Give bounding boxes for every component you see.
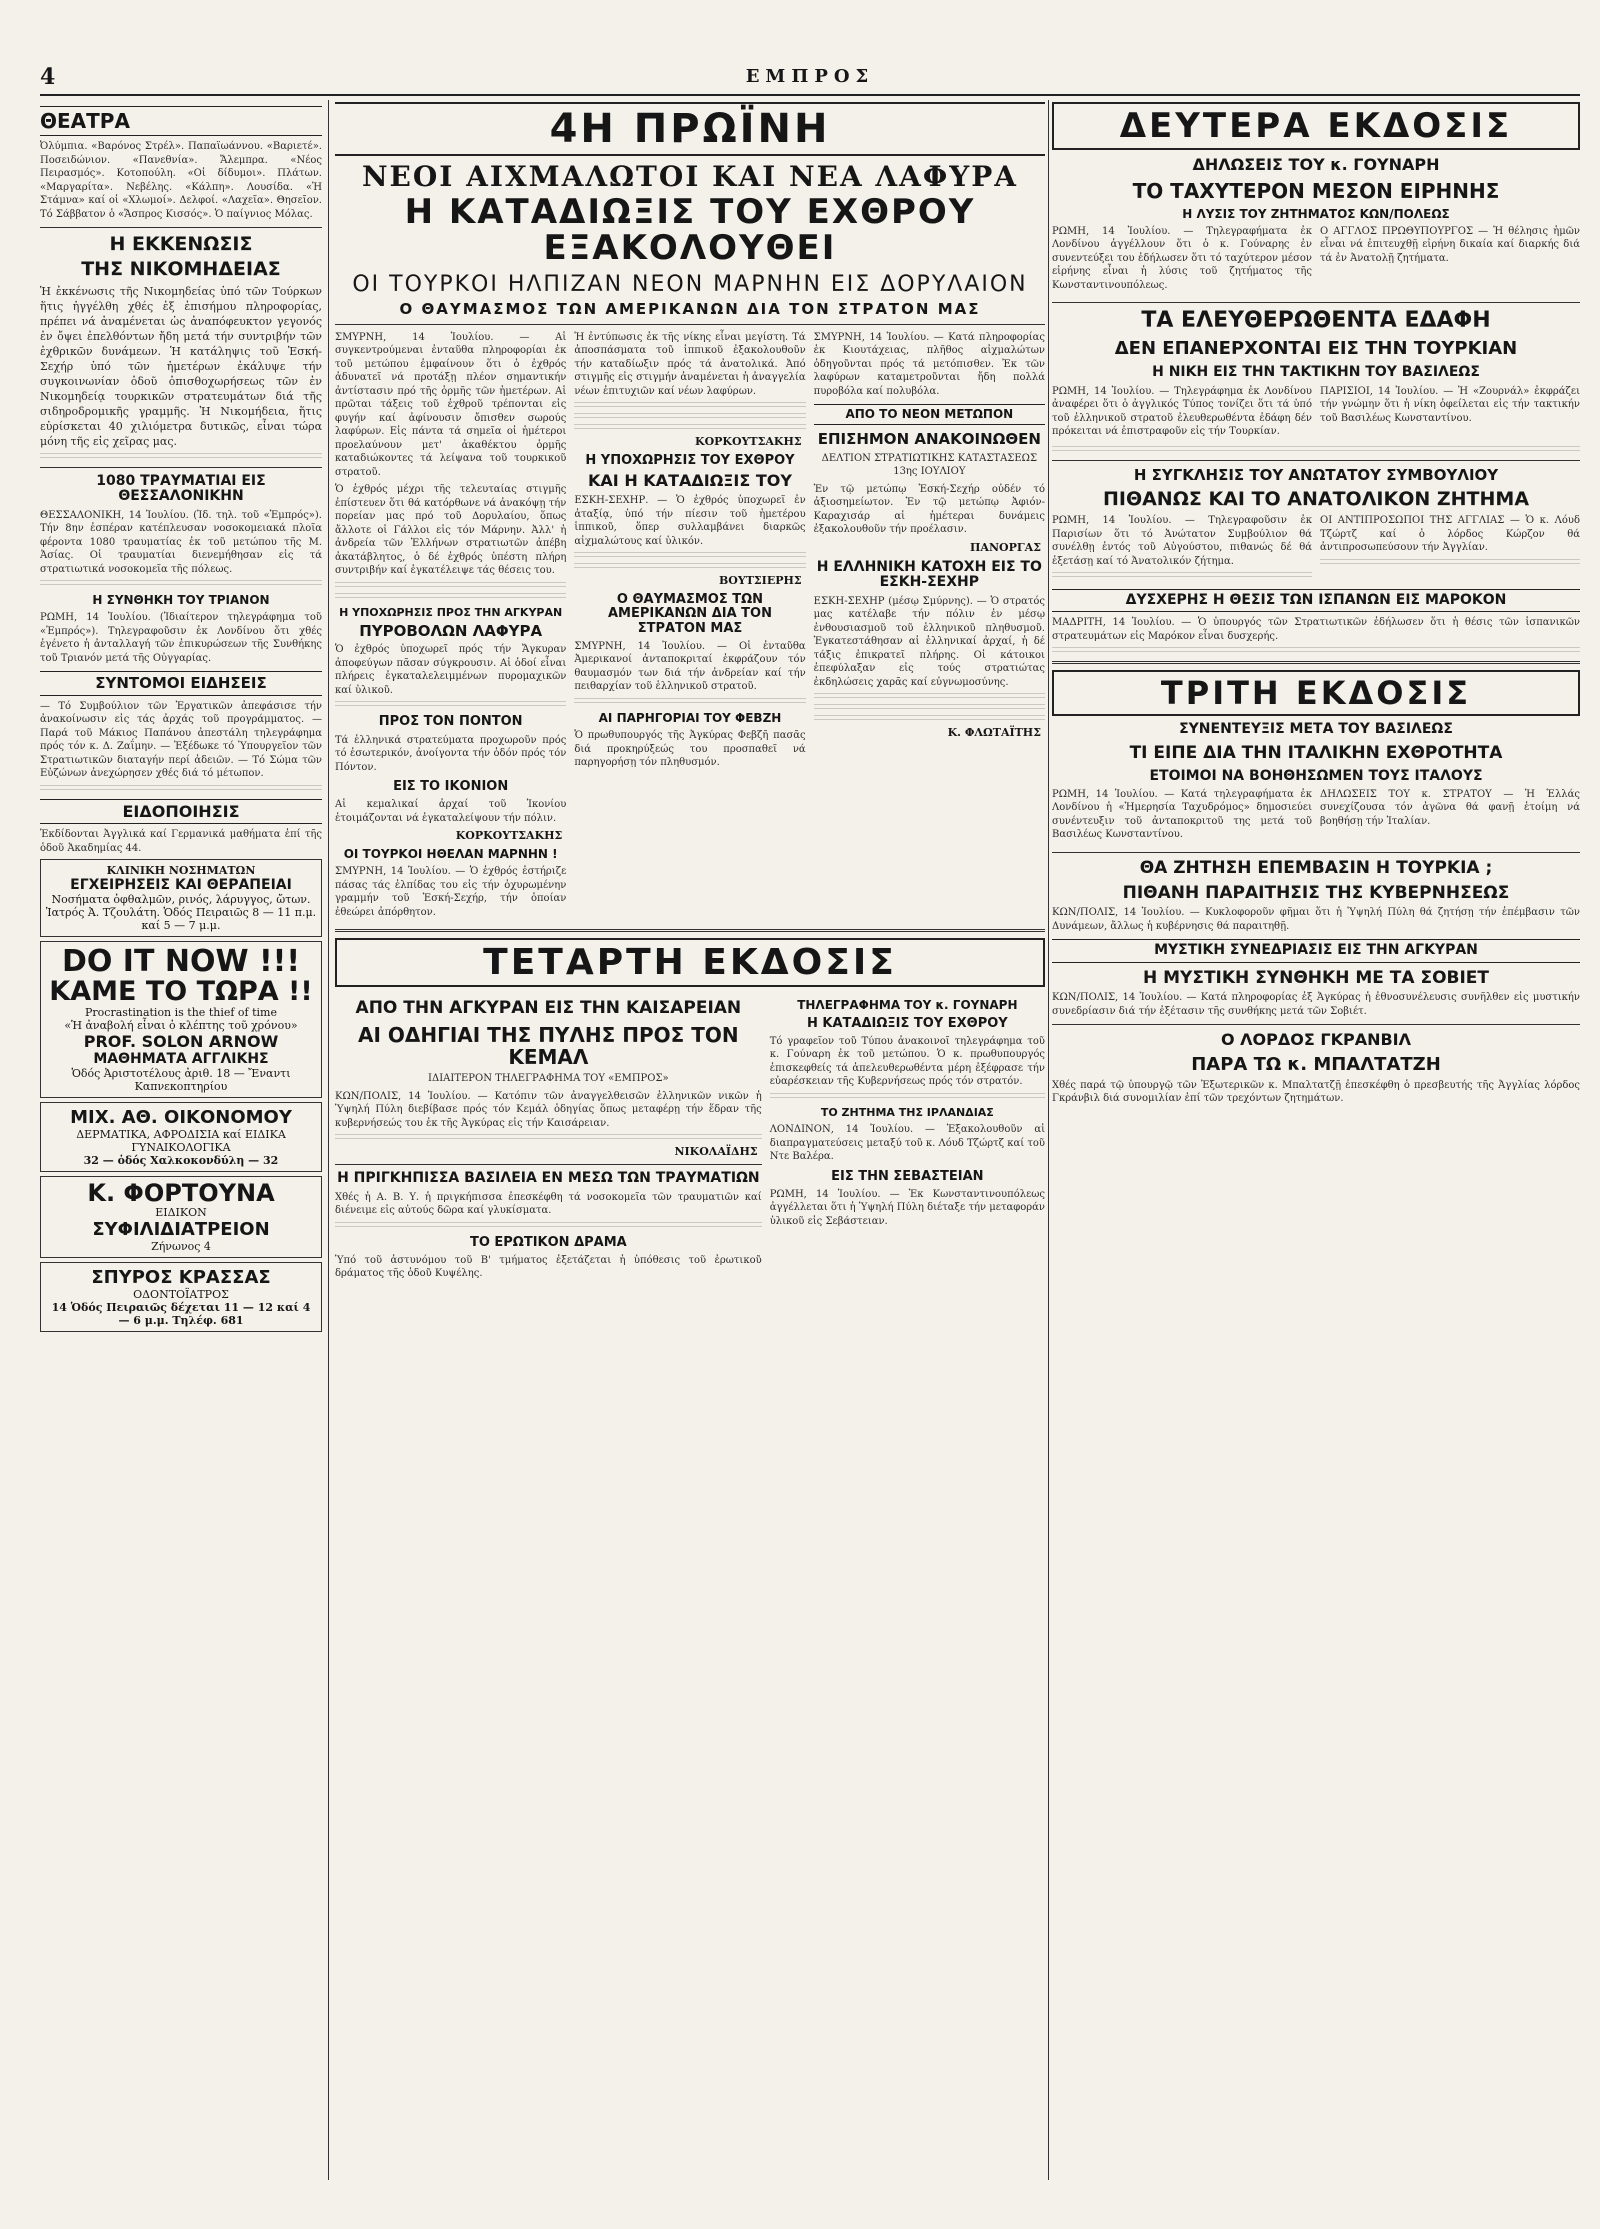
- donow-address: Ὁδός Ἀριστοτέλους ἀριθ. 18 — Ἔναντι Καπνεκοπτηρίου: [71, 1067, 291, 1094]
- spain-text: ΜΑΔΡΙΤΗ, 14 Ἰουλίου. — Ὁ ὑπουργός τῶν Στρατιωτικῶν ἐδήλωσεν ὅτι ἡ θέσις τῶν ἱσπανικῶν στρατευμάτων εἰς Μαρόκον εἶναι δυσχερής.: [1052, 617, 1580, 642]
- fourth-subheading: ΙΔΙΑΙΤΕΡΟΝ ΤΗΛΕΓΡΑΦΗΜΑ ΤΟΥ «ΕΜΠΡΟΣ»: [428, 1073, 669, 1085]
- occupation-heading: Η ΕΛΛΗΝΙΚΗ ΚΑΤΟΧΗ ΕΙΣ ΤΟ ΕΣΚΗ-ΣΕΧΗΡ: [816, 558, 1042, 591]
- fortouna-label: ΕΙΔΙΚΟΝ: [155, 1206, 207, 1220]
- turkey-text: ΚΩΝ/ΠΟΛΙΣ, 14 Ἰουλίου. — Κυκλοφοροῦν φῆμαι ὅτι ἡ Ὑψηλή Πύλη θά ζητήσῃ τήν ἐπέμβασιν τῶν Δυνάμεων, ἄλλως ἡ κυβέρνησις θά παραιτηθῇ.: [1052, 907, 1580, 932]
- donow-quote-greek: «Ἡ ἀναβολή εἶναι ὁ κλέπτης τοῦ χρόνου»: [64, 1019, 298, 1033]
- italy-text: ΡΩΜΗ, 14 Ἰουλίου. — Κατά τηλεγραφήματα ἐκ Λονδίνου ἡ «Ἡμερησία Ταχυδρόμος» δημοσιεύει συνέντευξιν τοῦ ἀνταποκριτοῦ της μετά τοῦ Βασιλέως Κωνσταντίνου.: [1052, 788, 1312, 841]
- theatres-heading: ΘΕΑΤΡΑ: [40, 106, 322, 136]
- gounaris-statements-heading: ΔΗΛΩΣΕΙΣ ΤΟΥ κ. ΓΟΥΝΑΡΗ: [1192, 155, 1440, 174]
- turkey-intervention-heading: ΘΑ ΖΗΤΗΣΗ ΕΠΕΜΒΑΣΙΝ Η ΤΟΥΡΚΙΑ ;: [1139, 857, 1493, 878]
- gounaris-telegram-heading: ΤΗΛΕΓΡΑΦΗΜΑ ΤΟΥ κ. ΓΟΥΝΑΡΗ: [797, 998, 1018, 1013]
- signature-voutsieris: ΒΟΥΤΣΙΕΡΗΣ: [718, 574, 802, 587]
- enemy-pursuit-heading: ΚΑΙ Η ΚΑΤΑΔΙΩΞΙΣ ΤΟΥ: [588, 471, 792, 491]
- lands-text: ΡΩΜΗ, 14 Ἰουλίου. — Τηλεγράφημα ἐκ Λονδίνου ἀναφέρει ὅτι ὁ ἀγγλικός Τύπος τονίζει ὅτι τά ὑπό τοῦ ἑλληνικοῦ στρατοῦ ἐλευθερωθέντα ἐδάφη δέν πρόκειται νά ἐπιστραφοῦν εἰς τήν Τουρκίαν.: [1052, 385, 1312, 438]
- sebasteia-text: ΡΩΜΗ, 14 Ἰουλίου. — Ἐκ Κωνσταντινουπόλεως ἀγγέλλεται ὅτι ἡ Ὑψηλή Πύλη διέταξε τήν μεταφοράν ὑλικοῦ εἰς Σεβάστειαν.: [769, 1188, 1045, 1227]
- column-rule: [328, 100, 329, 2180]
- doctor-name: ΜΙΧ. ΑΘ. ΟΙΚΟΝΟΜΟΥ: [70, 1107, 292, 1129]
- center-column: [335, 100, 1045, 2180]
- third-edition-banner: ΤΡΙΤΗ ΕΚΔΟΣΙΣ: [1052, 670, 1580, 716]
- center-lower-grid: [335, 993, 1045, 1284]
- baltatzis-heading: ΠΑΡΑ ΤΩ κ. ΜΠΑΛΤΑΤΖΗ: [1191, 1053, 1441, 1075]
- signature-nikolaidis: ΝΙΚΟΛΑΪΔΗΣ: [674, 1145, 758, 1159]
- pontus-text: Τά ἑλληνικά στρατεύματα προχωροῦν πρός τό ἐσωτερικόν, ἀνοίγοντα τήν ὁδόν πρός τόν Πόντον.: [335, 734, 567, 773]
- official-subheading: ΔΕΛΤΙΟΝ ΣΤΡΑΤΙΩΤΙΚΗΣ ΚΑΤΑΣΤΑΣΕΩΣ 13ης ΙΟΥΛΙΟΥ: [821, 452, 1038, 478]
- italy-text-2: ΔΗΛΩΣΕΙΣ ΤΟΥ κ. ΣΤΡΑΤΟΥ — Ἡ Ἑλλάς συνεχίζουσα τόν ἀγῶνα θά φανῇ ἑτοίμη νά βοηθήσῃ τήν Ἰταλίαν.: [1320, 788, 1580, 827]
- americans-heading: Ο ΘΑΥΜΑΣΜΟΣ ΤΩΝ ΑΜΕΡΙΚΑΝΩΝ ΔΙΑ ΤΟΝ ΣΤΡΑΤΟΝ ΜΑΣ: [607, 592, 772, 636]
- wounded-text: ΘΕΣΣΑΛΟΝΙΚΗ, 14 Ἰουλίου. (Ἰδ. τηλ. τοῦ «Ἐμπρός»). Τήν 8ην ἐσπέραν κατέπλευσαν νοσοκομειακά πλοῖα φέροντα 1080 τραυματίας ἐκ τοῦ μετώπου τῆς Μ. Ἀσίας. Οἱ τραυματίαι διενεμήθησαν εἰς τά στρατιωτικά νοσοκομεῖα τῆς πόλεως.: [40, 509, 322, 575]
- official-text: Ἐν τῷ μετώπῳ Ἐσκή-Σεχήρ οὐδέν τό ἀξιοσημείωτον. Ἐν τῷ μετώπῳ Ἀφιόν-Καραχισάρ αἱ ἡμέτεραι δυνάμεις ἐξακολουθοῦν τήν προέλασιν.: [813, 483, 1045, 536]
- center-lower-right: [770, 993, 1045, 1284]
- left-column: [40, 100, 322, 2180]
- clinic-text: Νοσήματα ὀφθαλμῶν, ρινός, λάρυγγος, ὤτων. Ἰατρός Ἀ. Τζουλάτη. Ὁδός Πειραιῶς 8 — 11 π.μ. καί 5 — 7 μ.μ.: [45, 893, 317, 933]
- porte-instructions-heading: ΑΙ ΟΔΗΓΙΑΙ ΤΗΣ ΠΥΛΗΣ ΠΡΟΣ ΤΟΝ ΚΕΜΑΛ: [358, 1023, 739, 1070]
- signature-flotaitis: Κ. ΦΛΩΤΑΪΤΗΣ: [947, 726, 1041, 740]
- evacuation-subheading: ΤΗΣ ΝΙΚΟΜΗΔΕΙΑΣ: [81, 257, 281, 280]
- masthead: [40, 62, 1580, 96]
- donow-teacher: PROF. SOLON ARNOW: [83, 1032, 279, 1052]
- signature-korkoutsakis-2: ΚΟΡΚΟΥΤΣΑΚΗΣ: [455, 829, 563, 843]
- headline-prisoners: ΝΕΟΙ ΑΙΧΜΑΛΩΤΟΙ ΚΑΙ ΝΕΑ ΛΑΦΥΡΑ: [361, 160, 1019, 193]
- donow-greek-headline: ΚΑΜΕ ΤΟ ΤΩΡΑ !!: [49, 975, 313, 1007]
- evacuation-heading: Η ΕΚΚΕΝΩΣΙΣ: [109, 233, 253, 255]
- headline-americans: Ο ΘΑΥΜΑΣΜΟΣ ΤΩΝ ΑΜΕΡΙΚΑΝΩΝ ΔΙΑ ΤΟΝ ΣΤΡΑΤΟΝ ΜΑΣ: [399, 299, 981, 318]
- occupation-text: ΕΣΚΗ-ΣΕΧΗΡ (μέσῳ Σμύρνης). — Ὁ στρατός μας κατέλαβε τήν πόλιν ἐν μέσῳ ἐνθουσιασμοῦ τοῦ ἑλληνικοῦ πληθυσμοῦ. Ἐγκατεστάθησαν αἱ ἑλληνικαί ἀρχαί, ἡ δέ τάξις ἐπικρατεῖ πλήρης. Οἱ κάτοικοι ἐπεφύλαξαν εἰς τούς στρατιώτας ἐκδηλώσεις χαρᾶς καί εὐγνωμοσύνης.: [813, 595, 1045, 688]
- cannons-text: Ὁ ἐχθρός ὑποχωρεῖ πρός τήν Ἄγκυραν ἀποφεύγων πᾶσαν σύγκρουσιν. Αἱ ὁδοί εἶναι πλήρεις ἐγκαταλελειμμένων πυρομαχικῶν καί ὑλικοῦ.: [335, 644, 567, 696]
- english-lessons-ad: [40, 941, 322, 1098]
- king-tactics-heading: Η ΝΙΚΗ ΕΙΣ ΤΗΝ ΤΑΚΤΙΚΗΝ ΤΟΥ ΒΑΣΙΛΕΩΣ: [1152, 364, 1480, 381]
- notices-heading: ΕΙΔΟΠΟΙΗΣΙΣ: [40, 799, 322, 825]
- fevzi-heading: ΑΙ ΠΑΡΗΓΟΡΙΑΙ ΤΟΥ ΦΕΒΖΗ: [598, 710, 782, 725]
- help-italians-heading: ΕΤΟΙΜΟΙ ΝΑ ΒΟΗΘΗΣΩΜΕΝ ΤΟΥΣ ΙΤΑΛΟΥΣ: [1149, 767, 1483, 784]
- center-upper-grid: [335, 331, 1045, 924]
- edition-banner: 4Η ΠΡΩΪΝΗ: [335, 102, 1045, 156]
- princess-heading: Η ΠΡΙΓΚΗΠΙΣΣΑ ΒΑΣΙΛΕΙΑ ΕΝ ΜΕΣΩ ΤΩΝ ΤΡΑΥΜΑΤΙΩΝ: [337, 1170, 760, 1187]
- main-text-c: Ἡ ἐντύπωσις ἐκ τῆς νίκης εἶναι μεγίστη. Τά ἀποσπάσματα τοῦ ἱππικοῦ ἐξακολουθοῦν τήν καταδίωξιν πρός τά ἀνατολικά. Ἀπό στιγμῆς εἰς στιγμήν ἀναμένεται ἡ ἀναγγελία νέων ἐπιτυχιῶν καί νέων λαφύρων.: [574, 331, 806, 397]
- ireland-heading: ΤΟ ΖΗΤΗΜΑ ΤΗΣ ΙΡΛΑΝΔΙΑΣ: [820, 1105, 994, 1119]
- official-heading: ΕΠΙΣΗΜΟΝ ΑΝΑΚΟΙΝΩΘΕΝ: [817, 430, 1041, 449]
- center-lower-left: [335, 993, 762, 1284]
- ikonion-heading: ΕΙΣ ΤΟ ΙΚΟΝΙΟΝ: [393, 779, 509, 794]
- drama-text: Ὑπό τοῦ ἀστυνόμου τοῦ Β' τμήματος ἐξετάζεται ἡ ὑπόθεσις τοῦ ἐρωτικοῦ δράματος τῆς ὁδοῦ Κυψέλης.: [335, 1254, 762, 1280]
- treaty-heading: Η ΣΥΝΘΗΚΗ ΤΟΥ ΤΡΙΑΝΟΝ: [92, 593, 270, 608]
- doctor-ad: [40, 1102, 322, 1172]
- drama-heading: ΤΟ ΕΡΩΤΙΚΟΝ ΔΡΑΜΑ: [469, 1234, 627, 1250]
- fortouna-address: Ζήνωνος 4: [151, 1240, 211, 1254]
- center-col-a: [335, 331, 566, 924]
- council-text: ΡΩΜΗ, 14 Ἰουλίου. — Τηλεγραφοῦσιν ἐκ Παρισίων ὅτι τό Ἀνώτατον Συμβούλιον θά συνέλθῃ ἐντός τοῦ Αὐγούστου, πιθανώς δέ θά ἐξετάσῃ καί τό Ἀνατολικόν ζήτημα.: [1052, 515, 1312, 567]
- granville-text: Χθές παρά τῷ ὑπουργῷ τῶν Ἐξωτερικῶν κ. Μπαλτατζῇ ἐπεσκέφθη ὁ πρεσβευτής τῆς Ἀγγλίας λόρδος Γκράνβιλ διά συνομιλίαν ἐπί τῶν τρεχόντων ζητημάτων.: [1052, 1079, 1580, 1105]
- right-column: [1052, 100, 1580, 2180]
- gounaris-pursuit-heading: Η ΚΑΤΑΔΙΩΞΙΣ ΤΟΥ ΕΧΘΡΟΥ: [807, 1015, 1008, 1031]
- secret-session-heading: ΜΥΣΤΙΚΗ ΣΥΝΕΔΡΙΑΣΙΣ ΕΙΣ ΤΗΝ ΑΓΚΥΡΑΝ: [1052, 939, 1580, 962]
- main-text-b: Ὁ ἐχθρός μέχρι τῆς τελευταίας στιγμῆς ἐπίστευεν ὅτι θά κατόρθωνε νά ἀνακόψῃ τήν πορείαν μας πρό τοῦ Δορυλαίου, ὅπως ἄλλοτε οἱ Γάλλοι εἰς τόν Μάρνην. Ἀλλ' ἡ ἀνδρεία τῶν Ἑλλήνων στρατιωτῶν ἀπέβη ἀκατάβλητος, ὁ δέ ἐχθρός ὑπέστη πλήρη συντριβήν καί ἐγκατέλειψε τάς θέσεις του.: [335, 484, 567, 577]
- wounded-heading: 1080 ΤΡΑΥΜΑΤΙΑΙ ΕΙΣ ΘΕΣΣΑΛΟΝΙΚΗΝ: [96, 472, 266, 505]
- liberated-lands-heading: ΤΑ ΕΛΕΥΘΕΡΩΘΕΝΤΑ ΕΔΑΦΗ: [1141, 308, 1491, 334]
- sebasteia-heading: ΕΙΣ ΤΗΝ ΣΕΒΑΣΤΕΙΑΝ: [831, 1168, 984, 1184]
- retreat-ankara-heading: Η ΥΠΟΧΩΡΗΣΙΣ ΠΡΟΣ ΤΗΝ ΑΓΚΥΡΑΝ: [339, 605, 563, 619]
- center-col-c: [814, 331, 1045, 924]
- headline-pursuit: Η ΚΑΤΑΔΙΩΞΙΣ ΤΟΥ ΕΧΘΡΟΥ ΕΞΑΚΟΛΟΥΘΕΙ: [404, 192, 976, 269]
- not-returned-heading: ΔΕΝ ΕΠΑΝΕΡΧΟΝΤΑΙ ΕΙΣ ΤΗΝ ΤΟΥΡΚΙΑΝ: [1114, 338, 1518, 360]
- main-text-d: ΣΜΥΡΝΗ, 14 Ἰουλίου. — Κατά πληροφορίας ἐκ Κιουτάχειας, πλῆθος αἰχμαλώτων ὁδηγοῦνται πρός τά μετόπισθεν. Ἐκ τῶν λαφύρων καταμετροῦνται ἤδη πολλά πυροβόλα καί πολυβόλα.: [813, 331, 1045, 397]
- fourth-text: ΚΩΝ/ΠΟΛΙΣ, 14 Ἰουλίου. — Κατόπιν τῶν ἀναγγελθεισῶν ἑλληνικῶν νικῶν ἡ Ὑψηλή Πύλη διεβίβασε πρός τόν Κεμάλ ὁδηγίας ὅπως μεταφέρῃ τήν ἕδραν τῆς κυβερνήσεώς του ἐκ τῆς Ἀγκύρας εἰς τήν Καισάρειαν.: [335, 1090, 762, 1129]
- doctor-specialty: ΔΕΡΜΑΤΙΚΑ, ΑΦΡΟΔΙΣΙΑ καί ΕΙΔΙΚΑ ΓΥΝΑΙΚΟΛΟΓΙΚΑ: [76, 1128, 286, 1155]
- spain-heading: ΔΥΣΧΕΡΗΣ Η ΘΕΣΙΣ ΤΩΝ ΙΣΠΑΝΩΝ ΕΙΣ ΜΑΡΟΚΟΝ: [1052, 589, 1580, 612]
- council-text-2: ΟΙ ΑΝΤΙΠΡΟΣΩΠΟΙ ΤΗΣ ΑΓΓΛΙΑΣ — Ὁ κ. Λόυδ Τζώρτζ καί ὁ λόρδος Κώρζον θά ἀντιπροσωπεύσουν τήν Ἀγγλίαν.: [1320, 515, 1580, 554]
- treaty-text: ΡΩΜΗ, 14 Ἰουλίου. (Ἰδιαίτερον τηλεγράφημα τοῦ «Ἐμπρός»). Τηλεγραφοῦσιν ἐκ Λονδίνου ὅτι χθές ἐγένετο ἡ ἀνταλλαγή τῶν ἐπικυρώσεων τῆς Συνθήκης τοῦ Τριανόν μετά τῆς Οὐγγαρίας.: [40, 612, 322, 664]
- brief-heading: ΣΥΝΤΟΜΟΙ ΕΙΔΗΣΕΙΣ: [40, 671, 322, 696]
- dentist-address: 14 Ὁδός Πειραιῶς δέχεται 11 — 12 καί 4 — 6 μ.μ. Τηλέφ. 681: [51, 1301, 311, 1328]
- clinic-fortouna-ad: [40, 1176, 322, 1258]
- peace-text-2: Ο ΑΓΓΛΟΣ ΠΡΩΘΥΠΟΥΡΓΟΣ — Ἡ θέλησις ἡμῶν εἶναι νά ἐπιτευχθῇ εἰρήνη δικαία καί διαρκής διά τά ἐν Ἀνατολῇ ζητήματα.: [1320, 225, 1580, 264]
- soviet-treaty-heading: Η ΜΥΣΤΙΚΗ ΣΥΝΘΗΚΗ ΜΕ ΤΑ ΣΟΒΙΕΤ: [1142, 967, 1490, 988]
- signature-korkoutsakis: ΚΟΡΚΟΥΤΣΑΚΗΣ: [695, 435, 802, 449]
- peace-subheading: Η ΛΥΣΙΣ ΤΟΥ ΖΗΤΗΜΑΤΟΣ ΚΩΝ/ΠΟΛΕΩΣ: [1182, 206, 1450, 221]
- americans-text: ΣΜΥΡΝΗ, 14 Ἰουλίου. — Οἱ ἐνταῦθα Ἀμερικανοί ἀνταποκριταί ἐκφράζουν τόν θαυμασμόν των διά τήν ἀνδρείαν καί τήν πειθαρχίαν τοῦ ἑλληνικοῦ στρατοῦ.: [574, 640, 806, 693]
- gounaris-telegram-text: Τό γραφεῖον τοῦ Τύπου ἀνακοινοῖ τηλεγράφημα τοῦ κ. Γούναρη ἐκ τοῦ μετώπου. Ὁ κ. πρωθυπουργός ἐπισκεφθείς τά ἀπελευθερωθέντα μέρη ἐξέφρασε τήν εὐαρέσκειαν τῆς Κυβερνήσεως πρός τόν στρατόν.: [769, 1035, 1045, 1088]
- donow-quote: Procrastination is the thief of time: [85, 1006, 277, 1020]
- lands-text-2: ΠΑΡΙΣΙΟΙ, 14 Ἰουλίου. — Ἡ «Ζουρνάλ» ἐκφράζει τήν γνώμην ὅτι ἡ νίκη ὀφείλεται εἰς τήν τακτικήν τοῦ Βασιλέως Κωνσταντίνου.: [1320, 385, 1580, 424]
- page-number: 4: [40, 64, 56, 90]
- clinic-subtitle: ΕΓΧΕΙΡΗΣΕΙΣ ΚΑΙ ΘΕΡΑΠΕΙΑΙ: [70, 877, 292, 894]
- fourth-edition-banner: ΤΕΤΑΡΤΗ ΕΚΔΟΣΙΣ: [335, 938, 1045, 987]
- eastern-question-heading: ΠΙΘΑΝΩΣ ΚΑΙ ΤΟ ΑΝΑΤΟΛΙΚΟΝ ΖΗΤΗΜΑ: [1102, 488, 1530, 511]
- king-interview-heading: ΣΥΝΕΝΤΕΥΞΙΣ ΜΕΤΑ ΤΟΥ ΒΑΣΙΛΕΩΣ: [1179, 721, 1453, 738]
- secret-text: ΚΩΝ/ΠΟΛΙΣ, 14 Ἰουλίου. — Κατά πληροφορίας ἐξ Ἀγκύρας ἡ ἐθνοσυνέλευσις συνῆλθεν εἰς μυστικήν συνεδρίασιν διά τήν ἐξέτασιν τῆς συνθήκης μετά τῶν Σοβιέτ.: [1052, 992, 1580, 1017]
- marni-text: ΣΜΥΡΝΗ, 14 Ἰουλίου. — Ὁ ἐχθρός ἐστήριζε πάσας τάς ἐλπίδας του εἰς τήν ὀχυρωμένην γραμμήν τοῦ Ἐσκή-Σεχήρ, τήν ὁποίαν ἐθεώρει ἀπόρθητον.: [335, 866, 567, 918]
- signature-panorgas: ΠΑΝΟΡΓΑΣ: [970, 540, 1041, 554]
- council-heading: Η ΣΥΓΚΛΗΣΙΣ ΤΟΥ ΑΝΩΤΑΤΟΥ ΣΥΜΒΟΥΛΙΟΥ: [1133, 465, 1499, 484]
- donow-lessons: ΜΑΘΗΜΑΤΑ ΑΓΓΛΙΚΗΣ: [93, 1051, 269, 1068]
- paper-name: ΕΜΠΡΟΣ: [745, 66, 875, 87]
- ankara-caesarea-heading: ΑΠΟ ΤΗΝ ΑΓΚΥΡΑΝ ΕΙΣ ΤΗΝ ΚΑΙΣΑΡΕΙΑΝ: [355, 998, 742, 1019]
- center-col-b: [574, 331, 805, 924]
- column-rule: [1048, 100, 1049, 2180]
- fortouna-clinic: ΣΥΦΙΛΙΔΙΑΤΡΕΙΟΝ: [92, 1219, 270, 1241]
- ikonion-text: Αἱ κεμαλικαί ἀρχαί τοῦ Ἰκονίου ἑτοιμάζονται νά ἐγκαταλείψουν τήν πόλιν.: [335, 799, 567, 824]
- evacuation-text: Ἡ ἐκκένωσις τῆς Νικομηδείας ὑπό τῶν Τούρκων ἥτις ἠγγέλθη χθές ἐξ ἐπισήμου πληροφορίας, πρέπει νά ἀναμένεται ὡς ἀναπόφευκτον γεγονός ἐν ὄψει ἐπελθόντων ἤδη μετά τήν συντριβήν τῶν ἐχθρικῶν δυνάμεων. Ἡ κατάληψις τοῦ Ἐσκή-Σεχήρ ὑπό τῶν ἡμετέρων ἐκάλυψε τήν συγκοινωνίαν ὁδοῦ ὀπισθοχωρήσεως τῶν ἐν Νικομηδείᾳ τουρκικῶν στρατευμάτων διά τῆς σιδηροδρομικῆς γραμμῆς. Ἡ Νικομήδεια, ἥτις εὑρίσκεται 40 χιλιόμετρα δυτικῶς, εἶναι τώρα μόνη τῆς εἰς χεῖρας μας.: [40, 284, 322, 448]
- clinic-title: ΚΛΙΝΙΚΗ ΝΟΣΗΜΑΤΩΝ: [106, 864, 256, 878]
- theatres-text: Ὀλύμπια. «Βαρόνος Στρέλ». Παπαϊωάννου. «Βαριετέ». Ποσειδώνιον. «Πανεθνία». Ἄλεμπρα. «Νέος Πειρασμός». Κοτοπούλη. «Οἱ δίδυμοι». Πλάτων. «Μαργαρίτα». Νεβέλης. «Κάλπη». Λουσίδα. «Ἡ Στάμνα» καί οἱ «Χλωμοί». Δελφοί. «Λαχεῖα». Θησεῖον. Τό Σάββατον ὁ «Ἄσπρος Κισσός». Ὁ παίγνιος Μόλας.: [40, 141, 322, 220]
- retreat-text: ΕΣΚΗ-ΣΕΧΗΡ. — Ὁ ἐχθρός ὑποχωρεῖ ἐν ἀταξίᾳ, ὑπό τήν πίεσιν τοῦ ἡμετέρου ἱππικοῦ, ὅπερ συλλαμβάνει διαρκῶς αἰχμαλώτους καί ὑλικόν.: [574, 495, 806, 547]
- dentist-title: ΟΔΟΝΤΟΪΑΤΡΟΣ: [133, 1288, 229, 1302]
- dentist-ad: [40, 1262, 322, 1332]
- main-text-a: ΣΜΥΡΝΗ, 14 Ἰουλίου. — Αἱ συγκεντρούμεναι ἐνταῦθα πληροφορίαι ἐκ τοῦ μετώπου ἐμφαίνουν ὅτι ὁ ἐχθρός ἀδυνατεῖ νά προτάξῃ πλέον σημαντικήν ἀντίστασιν πρό τῆς ὁρμῆς τῶν ἡμετέρων. Αἱ πρῶται τάξεις τοῦ ἐχθροῦ τρέπονται εἰς φυγήν καί ἀφίνουσιν ὄπισθεν σωρούς λαφύρων. Εἰς πάντα τά σημεῖα οἱ ἡμέτεροι προελαύνουν μετ' ἀκαθέκτου ὁρμῆς καταδιώκοντες τά λείψανα τοῦ τουρκικοῦ στρατοῦ.: [335, 331, 567, 478]
- doctor-address: 32 — ὁδός Χαλκοκονδύλη — 32: [83, 1154, 279, 1168]
- front-heading: ΑΠΟ ΤΟ ΝΕΟΝ ΜΕΤΩΠΟΝ: [814, 404, 1045, 425]
- headline-marne: ΟΙ ΤΟΥΡΚΟΙ ΗΛΠΙΖΑΝ ΝΕΟΝ ΜΑΡΝΗΝ ΕΙΣ ΔΟΡΥΛΑΙΟΝ: [352, 271, 1028, 297]
- granville-heading: Ο ΛΟΡΔΟΣ ΓΚΡΑΝΒΙΛ: [1221, 1030, 1411, 1050]
- fortouna-name: Κ. ΦΟΡΤΟΥΝΑ: [87, 1179, 275, 1208]
- clinic-ad: [40, 859, 322, 937]
- cannons-heading: ΠΥΡΟΒΟΛΩΝ ΛΑΦΥΡΑ: [359, 621, 543, 640]
- second-edition-banner: ΔΕΥΤΕΡΑ ΕΚΔΟΣΙΣ: [1052, 102, 1580, 150]
- donow-headline: DO IT NOW !!!: [61, 944, 301, 980]
- italian-hostility-heading: ΤΙ ΕΙΠΕ ΔΙΑ ΤΗΝ ΙΤΑΛΙΚΗΝ ΕΧΘΡΟΤΗΤΑ: [1129, 742, 1503, 763]
- enemy-retreat-heading: Η ΥΠΟΧΩΡΗΣΙΣ ΤΟΥ ΕΧΘΡΟΥ: [585, 453, 795, 469]
- peace-text: ΡΩΜΗ, 14 Ἰουλίου. — Τηλεγραφήματα ἐκ Λονδίνου ἀγγέλλουν ὅτι ὁ κ. Γούναρης ἐν συνεντεύξει του ἐδήλωσεν ὅτι τό ταχύτερον μέσον εἰρήνης εἶναι ἡ λύσις τοῦ ζητήματος τῆς Κωνσταντινουπόλεως.: [1052, 225, 1312, 291]
- peace-heading: ΤΟ ΤΑΧΥΤΕΡΟΝ ΜΕΣΟΝ ΕΙΡΗΝΗΣ: [1132, 178, 1500, 203]
- marni-heading: ΟΙ ΤΟΥΡΚΟΙ ΗΘΕΛΑΝ ΜΑΡΝΗΝ !: [343, 847, 558, 862]
- ireland-text: ΛΟΝΔΙΝΟΝ, 14 Ἰουλίου. — Ἐξακολουθοῦν αἱ διαπραγματεύσεις μεταξύ τοῦ κ. Λόυδ Τζώρτζ καί τοῦ Ντε Βαλέρα.: [769, 1124, 1045, 1163]
- pontus-heading: ΠΡΟΣ ΤΟΝ ΠΟΝΤΟΝ: [378, 714, 523, 730]
- government-resignation-heading: ΠΙΘΑΝΗ ΠΑΡΑΙΤΗΣΙΣ ΤΗΣ ΚΥΒΕΡΝΗΣΕΩΣ: [1122, 882, 1510, 903]
- princess-text: Χθές ἡ Α. Β. Υ. ἡ πριγκήπισσα ἐπεσκέφθη τά νοσοκομεῖα τῶν τραυματιῶν καί διένειμε εἰς αὐτούς δῶρα καί γλυκίσματα.: [335, 1191, 762, 1217]
- brief-text: — Τό Συμβούλιον τῶν Ἐργατικῶν ἀπεφάσισε τήν ἀνακοίνωσιν εἰς τάς ἀρχάς τοῦ προγράμματος. — Παρά τοῦ Μάκιος Παπάνου ἀπεστάλη τηλεγράφημα πρός τόν κ. Δ. Ζαΐμην. — Ἐξέδωκε τό Ὑπουργεῖον τῶν Στρατιωτικῶν διαταγήν περί ἀδειῶν. — Τό Σώμα τῶν Εὐζώνων ἀνεχώρησεν χθές διά τό μέτωπον.: [40, 700, 322, 780]
- notices-text: Ἐκδίδονται Ἀγγλικά καί Γερμανικά μαθήματα ἐπί τῆς ὁδοῦ Ἀκαδημίας 44.: [40, 829, 322, 854]
- fevzi-text: Ὁ πρωθυπουργός τῆς Ἀγκύρας Φεβζῆ πασᾶς διά προκηρύξεώς του προσπαθεῖ νά παρηγορήσῃ τόν πληθυσμόν.: [574, 730, 806, 769]
- dentist-name: ΣΠΥΡΟΣ ΚΡΑΣΣΑΣ: [91, 1267, 271, 1289]
